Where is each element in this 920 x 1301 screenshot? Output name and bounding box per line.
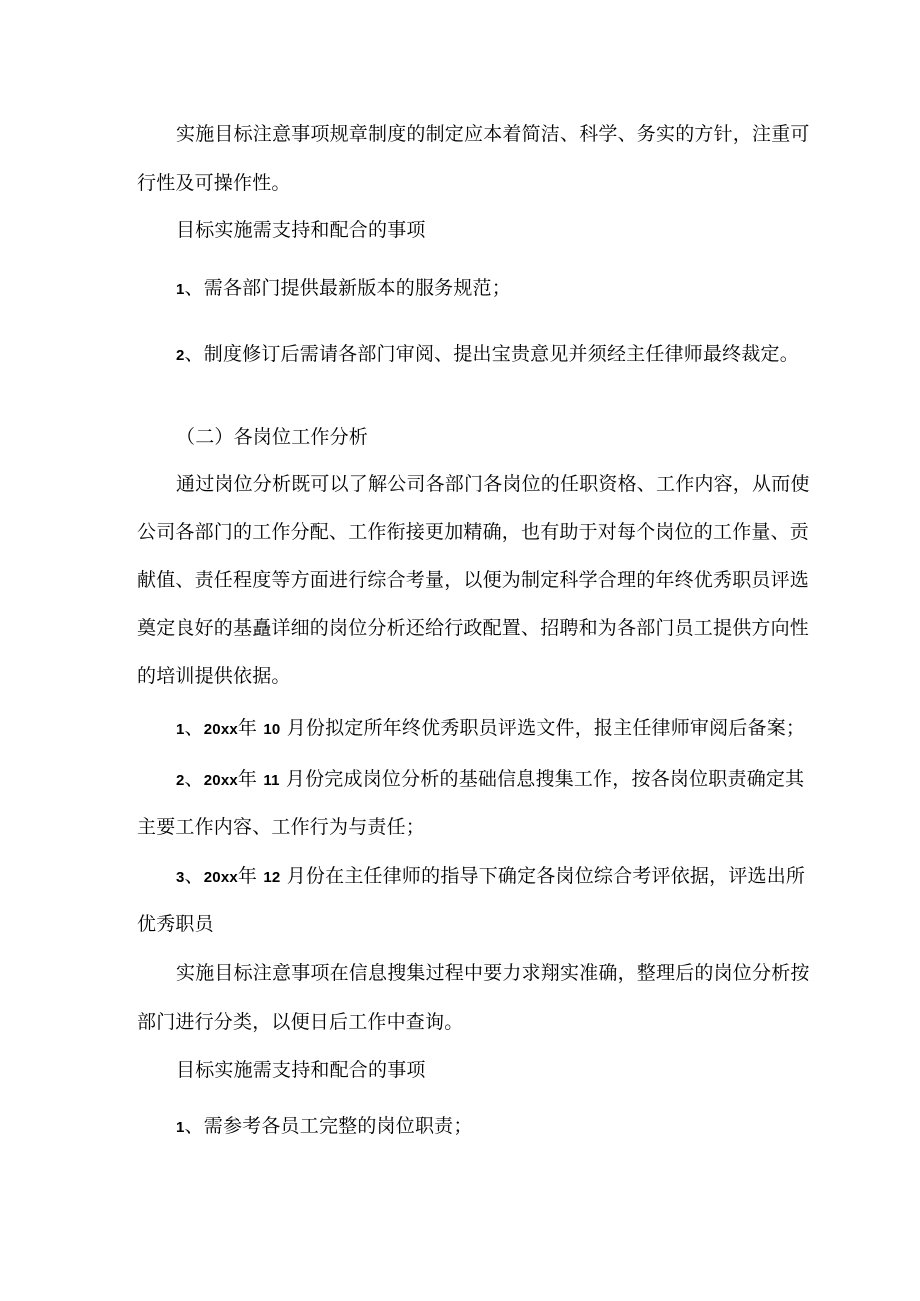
task-1-text: 月份拟定所年终优秀职员评选文件，报主任律师审阅后备案；	[286, 717, 806, 739]
support-item-1-text: 、需各部门提供最新版本的服务规范；	[184, 277, 511, 299]
support-item-1-number: 1	[176, 281, 185, 298]
paragraph-notes-line-1: 实施目标注意事项在信息搜集过程中要力求翔实准确，整理后的岗位分析按	[176, 962, 810, 984]
support-item-2-text: 、制度修订后需请各部门审阅、提出宝贵意见并须经主任律师最终裁定。	[184, 343, 799, 365]
task-3-number: 3	[176, 869, 185, 886]
task-2-number: 2	[176, 772, 185, 789]
task-1-number: 1	[176, 721, 185, 738]
paragraph-rules-line-1: 实施目标注意事项规章制度的制定应本着简洁、科学、务实的方针，注重可	[176, 123, 810, 145]
task-3-year: 20xx	[203, 869, 238, 886]
task-1-year: 20xx	[203, 721, 238, 738]
task-2-separator: 、	[184, 768, 204, 790]
paragraph-analysis-line-1: 通过岗位分析既可以了解公司各部门各岗位的任职资格、工作内容，从而使	[176, 473, 810, 495]
task-3-month: 12	[263, 869, 281, 886]
task-item-3-continuation: 优秀职员	[137, 913, 214, 935]
support-item-3-number: 1	[176, 1119, 185, 1136]
support-item-3-text: 、需参考各员工完整的岗位职责；	[184, 1115, 473, 1137]
task-item-1	[176, 716, 805, 742]
paragraph-notes-line-2: 部门进行分类，以便日后工作中查询。	[137, 1011, 464, 1033]
paragraph-rules-line-2: 行性及可操作性。	[137, 172, 291, 194]
support-item-2-number: 2	[176, 347, 185, 364]
task-1-separator: 、	[184, 717, 204, 739]
task-3-year-char: 年	[237, 865, 258, 887]
task-item-2-continuation: 主要工作内容、工作行为与责任；	[137, 816, 426, 838]
task-2-year: 20xx	[203, 772, 238, 789]
paragraph-analysis-line-3: 献值、责任程度等方面进行综合考量，以便为制定科学合理的年终优秀职员评选	[137, 569, 810, 591]
paragraph-analysis-line-5: 的培训提供依据。	[137, 665, 291, 687]
support-item-2	[176, 342, 799, 368]
paragraph-analysis-line-4: 奠定良好的基矗详细的岗位分析还给行政配置、招聘和为各部门员工提供方向性	[137, 617, 810, 639]
paragraph-analysis-line-2: 公司各部门的工作分配、工作衔接更加精确，也有助于对每个岗位的工作量、贡	[137, 521, 810, 543]
task-1-year-char: 年	[237, 717, 258, 739]
task-3-text: 月份在主任律师的指导下确定各岗位综合考评依据，评选出所	[286, 865, 806, 887]
task-item-2	[176, 767, 804, 793]
section-heading: （二）各岗位工作分析	[176, 426, 369, 448]
task-3-separator: 、	[184, 865, 204, 887]
task-item-3	[176, 864, 805, 890]
support-item-3	[176, 1114, 473, 1140]
support-heading-2: 目标实施需支持和配合的事项	[176, 1059, 426, 1081]
task-2-text: 月份完成岗位分析的基础信息搜集工作，按各岗位职责确定其	[285, 768, 805, 790]
task-1-month: 10	[263, 721, 281, 738]
support-item-1	[176, 276, 511, 302]
task-2-month: 11	[263, 772, 280, 789]
support-heading-1: 目标实施需支持和配合的事项	[176, 219, 426, 241]
task-2-year-char: 年	[237, 768, 258, 790]
